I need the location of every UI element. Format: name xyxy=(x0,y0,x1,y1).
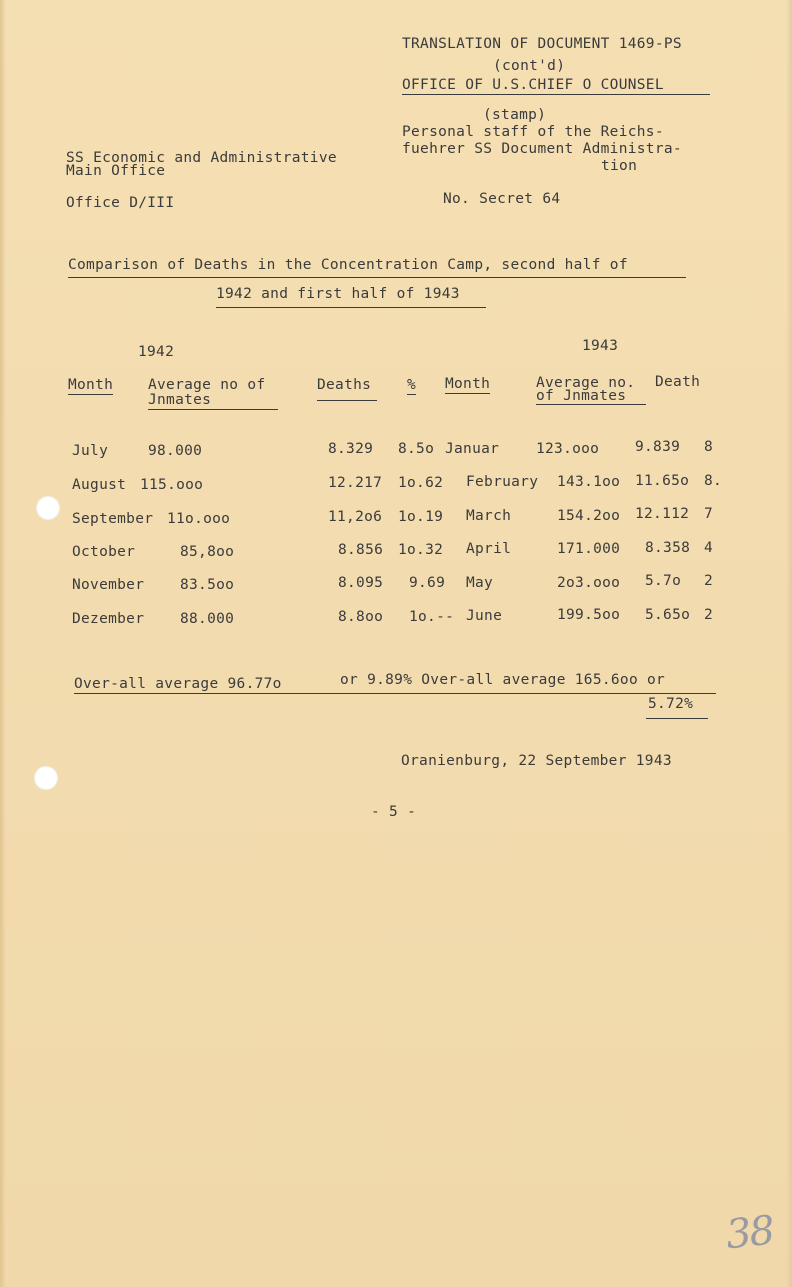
row-average-1942: 83.5oo xyxy=(180,577,235,593)
header-percent-1942: % xyxy=(407,377,417,393)
row-average-1943: 154.2oo xyxy=(557,508,621,524)
row-average-1943: 171.000 xyxy=(557,541,621,557)
row-percent-1942: 8.5o xyxy=(398,441,435,457)
row-percent-1943: 7 xyxy=(704,506,714,522)
title-rule-2 xyxy=(216,307,486,308)
year-1942: 1942 xyxy=(138,344,175,360)
punch-hole-upper xyxy=(36,496,60,520)
document-title-line-1: Comparison of Deaths in the Concentration Camp, second half of xyxy=(68,257,628,273)
row-month-1942: August xyxy=(72,477,127,493)
row-average-1943: 123.ooo xyxy=(536,441,600,457)
row-deaths-1942: 8.095 xyxy=(338,575,384,591)
row-deaths-1942: 8.329 xyxy=(328,441,374,457)
row-percent-1943: 2 xyxy=(704,573,714,589)
row-average-1942: 88.000 xyxy=(180,611,235,627)
row-month-1942: July xyxy=(72,443,109,459)
row-month-1943: April xyxy=(466,541,512,557)
header-month-1943: Month xyxy=(445,376,491,392)
office-counsel-heading: OFFICE OF U.S.CHIEF O COUNSEL xyxy=(402,77,664,93)
row-average-1942: 115.ooo xyxy=(140,477,204,493)
stamp-line-3: tion xyxy=(601,158,638,174)
header-average-1943-rule xyxy=(536,404,646,405)
row-average-1943: 2o3.ooo xyxy=(557,575,621,591)
row-deaths-1942: 8.856 xyxy=(338,542,384,558)
row-percent-1942: 1o.32 xyxy=(398,542,444,558)
row-deaths-1942: 12.217 xyxy=(328,475,383,491)
overall-average-1942: Over-all average 96.77o xyxy=(74,676,282,692)
translation-heading: TRANSLATION OF DOCUMENT 1469-PS xyxy=(402,36,682,52)
paper-edge-left xyxy=(0,0,6,1287)
office-reference: Office D/III xyxy=(66,195,175,211)
row-percent-1943: 2 xyxy=(704,607,714,623)
row-month-1942: September xyxy=(72,511,154,527)
row-percent-1943: 4 xyxy=(704,540,714,556)
row-month-1943: Januar xyxy=(445,441,500,457)
office-counsel-rule xyxy=(402,94,710,95)
row-percent-1942: 9.69 xyxy=(409,575,446,591)
header-deaths-1942: Deaths xyxy=(317,377,372,393)
row-average-1943: 199.5oo xyxy=(557,607,621,623)
row-deaths-1943: 9.839 xyxy=(635,439,681,455)
stamp-line-1: Personal staff of the Reichs- xyxy=(402,124,664,140)
row-deaths-1943: 11.65o xyxy=(635,473,690,489)
row-percent-1942: 1o.-- xyxy=(409,609,455,625)
paper-edge-right xyxy=(786,0,792,1287)
row-average-1942: 11o.ooo xyxy=(167,511,231,527)
page-number: - 5 - xyxy=(371,804,417,820)
row-percent-1942: 1o.19 xyxy=(398,509,444,525)
punch-hole-lower xyxy=(34,766,58,790)
row-month-1943: February xyxy=(466,474,539,490)
stamp-line-2: fuehrer SS Document Administra- xyxy=(402,141,682,157)
row-deaths-1943: 5.7o xyxy=(645,573,682,589)
place-and-date: Oranienburg, 22 September 1943 xyxy=(401,753,672,769)
header-death-1943: Death xyxy=(655,374,701,390)
row-percent-1943: 8. xyxy=(704,473,723,489)
header-month-1942: Month xyxy=(68,377,114,393)
year-1943: 1943 xyxy=(582,338,619,354)
row-average-1943: 143.1oo xyxy=(557,474,621,490)
row-deaths-1943: 5.65o xyxy=(645,607,691,623)
secret-number: No. Secret 64 xyxy=(443,191,561,207)
row-month-1942: October xyxy=(72,544,136,560)
row-month-1943: March xyxy=(466,508,512,524)
header-average-1943-line2: of Jnmates xyxy=(536,388,627,404)
row-month-1942: Dezember xyxy=(72,611,145,627)
header-deaths-1942-rule xyxy=(317,400,377,401)
handwritten-folio-number: 38 xyxy=(723,1207,776,1259)
summary-rule xyxy=(74,693,716,694)
row-month-1943: May xyxy=(466,575,494,591)
row-average-1942: 98.000 xyxy=(148,443,203,459)
row-deaths-1942: 8.8oo xyxy=(338,609,384,625)
row-deaths-1943: 8.358 xyxy=(645,540,691,556)
row-deaths-1942: 11,2o6 xyxy=(328,509,383,525)
document-title-line-2: 1942 and first half of 1943 xyxy=(216,286,460,302)
row-percent-1942: 1o.62 xyxy=(398,475,444,491)
row-deaths-1943: 12.112 xyxy=(635,506,690,522)
overall-average-1943: or 9.89% Over-all average 165.6oo or xyxy=(340,672,666,688)
overall-percent-1943: 5.72% xyxy=(648,696,694,712)
contd-label: (cont'd) xyxy=(493,58,566,74)
header-average-1942-line1: Average no of xyxy=(148,377,266,393)
row-average-1942: 85,8oo xyxy=(180,544,235,560)
title-rule-1 xyxy=(68,277,686,278)
sender-line-2: Main Office xyxy=(66,163,166,179)
header-average-1942-rule xyxy=(148,409,278,410)
row-month-1943: June xyxy=(466,608,503,624)
stamp-label: (stamp) xyxy=(483,107,547,123)
header-average-1942-line2: Jnmates xyxy=(148,392,212,408)
row-month-1942: November xyxy=(72,577,145,593)
row-percent-1943: 8 xyxy=(704,439,714,455)
final-percent-rule xyxy=(646,718,708,719)
header-average-1943-line1: Average no. xyxy=(536,375,636,391)
sender-line-1: SS Economic and Administrative xyxy=(66,150,337,166)
